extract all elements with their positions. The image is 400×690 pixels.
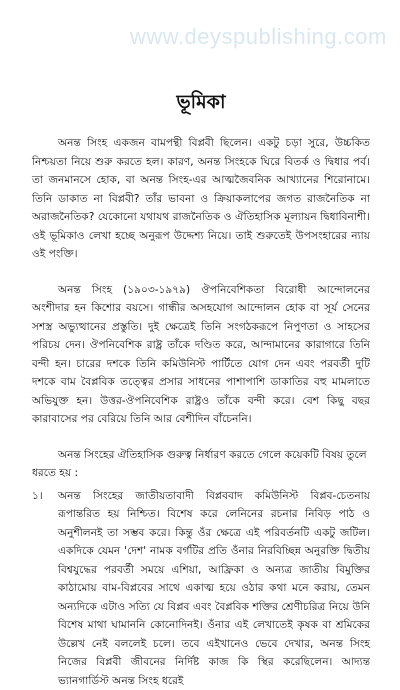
list-item bbox=[32, 487, 370, 690]
numbered-list bbox=[32, 487, 370, 690]
list-item-text: অনন্ত সিংহের জাতীয়তাবাদী বিপ্লববাদ কমিউনিস্ট বিপ্লব-চেতনায় রূপান্তরিত হয় নিশ্চিত। বিশেষ করে লেনিনের রচনার নিবিড় পাঠ ও অনুশীলনই তা সম্ভব করে। কিন্তু ওঁর ক্ষেত্রে এই পরিবর্তনটি একটু জটিল। একদিকে যেমন 'দেশ' নামক বর্গটির প্রতি ওঁনার নিরবিচ্ছিন্ন অনুরক্তি দ্বিতীয় বিশ্বযুদ্ধের পরবর্তী সময়ে এশিয়া, আফ্রিকা ও অন্যত্র জাতীয় বিমুক্তির কাঠামোয় বাম-বিপ্লবের সাথে একাত্ম হয়ে ওঠার কথা মনে করায়, তেমন অন্যদিকে এটাও সত্যি যে বিপ্লব এবং বৈপ্লবিক শক্তির শ্রেণীচরিত্র নিয়ে উনি বিশেষ মাথা ঘামাননি কোনোদিনই। ওঁনার এই লেখাতেই কৃষক বা শ্রমিকের উল্লেখ নেই বললেই চলে। তবে এইখানেও ভেবে দেখার, অনন্ত সিংহ নিজের বিপ্লবী জীবনের নির্দিষ্ট কাজ কি স্থির করেছিলেন। আদ্যন্ত ভ্যানগার্ডিস্ট অনন্ত সিংহ ধরেই bbox=[58, 487, 370, 690]
list-intro: অনন্ত সিংহের ঐতিহাসিক গুরুত্ব নির্ধারণ করতে গেলে কয়েকটি বিষয় তুলে ধরতে হয় : bbox=[32, 446, 370, 483]
paragraph-2: অনন্ত সিংহ (১৯০৩-১৯৭৯) ঔপনিবেশিকতা বিরোধী আন্দোলনের অংশীদার হন কিশোর বয়সে। গান্ধীর অসহযোগ আন্দোলন হোক বা সূর্য সেনের সশস্ত্র অভ্যুত্থানের প্রস্তুতি। দুই ক্ষেত্রেই তিনি সংগঠকরূপে নিপুণতা ও সাহসের পরিচয় দেন। ঔপনিবেশিক রাষ্ট্র তাঁকে দণ্ডিত করে, আন্দামানের কারাগারে তিনি বন্দী হন। চারের দশকে তিনি কমিউনিস্ট পার্টিতে যোগ দেন এবং পরবর্তী দুটি দশকে বাম বৈপ্লবিক তত্ত্বের প্রসার সাধনের পাশাপাশি ডাকাতির বহু মামলাতে অভিযুক্ত হন। উত্তর-ঔপনিবেশিক রাষ্ট্রও তাঁকে বন্দী করে। বেশ কিছু বছর কারাবাসের পর বেরিয়ে তিনি আর বেশীদিন বাঁচেননি। bbox=[32, 281, 370, 429]
list-item-number: ১। bbox=[32, 487, 58, 690]
page-title: ভূমিকা bbox=[32, 88, 370, 120]
paragraph-1: অনন্ত সিংহ একজন বামপন্থী বিপ্লবী ছিলেন। একটু চড়া সুরে, উচ্চকিত নিশ্চয়তা নিয়ে শুরু করতে হল। কারণ, অনন্ত সিংহকে ঘিরে বিতর্ক ও দ্বিধার পর্ব। তা জনমানসে হোক, বা অনন্ত সিংহ-এর আত্মজৈবনিক আখ্যানের শিরোনামে। তিনি ডাকাত না বিপ্লবী? তাঁর ভাবনা ও ক্রিয়াকলাপের জগত রাজনৈতিক না অরাজনৈতিক? যেকোনো যথাযথ রাজনৈতিক ও ঐতিহাসিক মূল্যায়ন দ্বিধাবিনাশী। ওই ভূমিকাও লেখা হচ্ছে অনুরূপ উদ্দেশ্য নিয়ে। তাই শুরুতেই উপসংহারের ন্যায় ওই পংক্তি। bbox=[32, 134, 370, 264]
publisher-watermark: www.deyspublishing.com bbox=[130, 24, 387, 50]
